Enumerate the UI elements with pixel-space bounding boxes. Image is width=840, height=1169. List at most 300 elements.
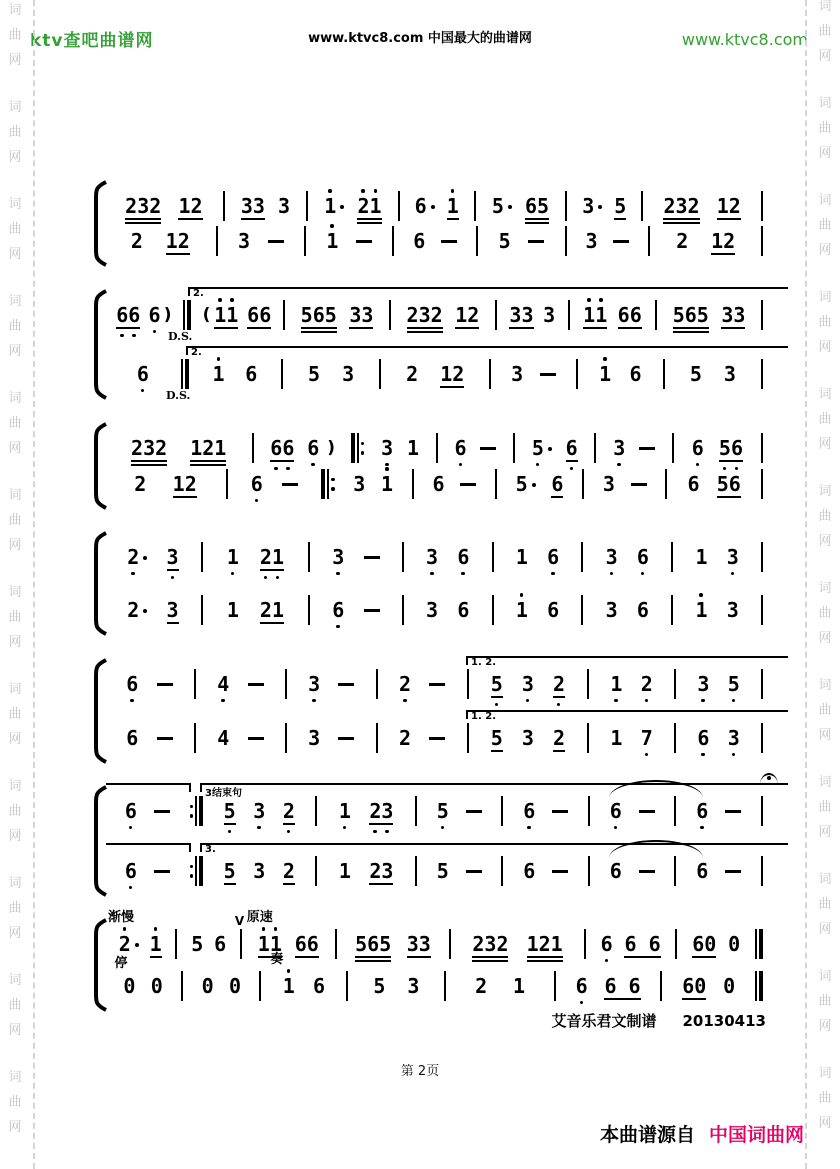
- underline: [583, 327, 607, 329]
- digit: 2: [369, 859, 382, 883]
- digit: 2: [125, 194, 138, 218]
- note: [599, 364, 611, 384]
- note: [369, 801, 393, 821]
- digit: 3: [381, 801, 393, 821]
- note: [630, 364, 642, 384]
- volta-end-bracket: [106, 783, 191, 792]
- underline: [682, 998, 706, 1000]
- watermark-char: 网: [8, 1023, 22, 1038]
- bar-stroke: [495, 300, 497, 330]
- measure: [194, 298, 280, 332]
- digit: 1: [515, 545, 528, 569]
- measure: [587, 467, 662, 501]
- octave-dot-below: [130, 699, 134, 703]
- system-7: [108, 910, 766, 1020]
- digit: 6: [692, 438, 704, 458]
- barline-|: [492, 298, 500, 332]
- digit: 3: [381, 438, 393, 458]
- source-site-link[interactable]: 中国词曲网: [709, 1124, 805, 1146]
- digit: 1: [455, 303, 468, 327]
- bar-stroke: [655, 300, 657, 330]
- fermata-icon: [760, 773, 778, 785]
- digit: 6: [128, 305, 140, 325]
- barline-|: [573, 357, 581, 391]
- digit: 2: [184, 472, 197, 496]
- underline: [355, 956, 391, 958]
- watermark-char: 曲: [818, 606, 832, 621]
- note: [613, 438, 625, 458]
- barline-|: [278, 357, 286, 391]
- note: [509, 305, 533, 325]
- barline-||:: [318, 467, 338, 501]
- note: [447, 196, 459, 216]
- bar-stroke: [285, 723, 287, 753]
- digit: 6: [149, 305, 161, 325]
- note: [637, 600, 649, 620]
- note: [432, 474, 444, 494]
- barline-|: [668, 593, 676, 627]
- bar-stroke: [467, 669, 469, 699]
- underline: [551, 496, 563, 498]
- octave-dot-below: [527, 826, 531, 830]
- digit: 6: [245, 362, 258, 386]
- bar-stroke: [389, 300, 391, 330]
- digit: 1: [258, 934, 270, 954]
- watermark-char: 词: [8, 682, 22, 697]
- watermark-char: 词: [818, 1066, 832, 1081]
- measure: [479, 189, 562, 223]
- note: [253, 801, 265, 821]
- digit: 3: [675, 194, 688, 218]
- digit: 1: [226, 305, 238, 325]
- bar-stroke: [308, 595, 310, 625]
- bar-stroke: [226, 469, 228, 499]
- digit: 6: [137, 364, 149, 384]
- system-3: [108, 418, 766, 518]
- measure: [403, 189, 471, 223]
- note: [283, 861, 295, 881]
- augmentation-dot: [508, 205, 512, 209]
- digit: 0: [229, 974, 242, 998]
- bar-stroke: [674, 796, 676, 826]
- bar-stroke: [195, 796, 197, 826]
- barline-|: [301, 224, 309, 258]
- barline-|: [412, 854, 420, 888]
- measure: [407, 540, 489, 574]
- note: [723, 976, 735, 996]
- underline: [527, 960, 563, 962]
- octave-dot-below: [614, 699, 618, 703]
- measure: [670, 467, 758, 501]
- digit: 3: [137, 194, 150, 218]
- octave-dot-above: [451, 189, 455, 193]
- site-url-right[interactable]: www.ktvc8.com: [681, 30, 808, 49]
- digit: 6: [523, 859, 536, 883]
- bar-stroke: [181, 971, 183, 1001]
- note: [472, 934, 508, 954]
- measure: [381, 667, 464, 701]
- underline: [283, 883, 295, 885]
- bar-stroke: [587, 723, 589, 753]
- measure: [108, 593, 198, 627]
- measure: [397, 224, 473, 258]
- digit: 3: [381, 859, 394, 883]
- watermark-char: 曲: [8, 901, 22, 916]
- digit: 6: [547, 547, 559, 567]
- digit: 2: [260, 547, 272, 567]
- measure: [573, 298, 652, 332]
- digit: 1: [370, 196, 382, 216]
- underline: [472, 960, 508, 962]
- digit: 2: [127, 547, 139, 567]
- digit: 2: [130, 229, 143, 253]
- note: [728, 934, 740, 954]
- dash-note: [639, 447, 655, 450]
- digit: 6: [728, 472, 741, 496]
- note: [717, 196, 741, 216]
- measure: [180, 927, 236, 961]
- bar-stroke: [185, 359, 189, 389]
- underline: [131, 460, 167, 462]
- note: [131, 438, 167, 458]
- octave-dot-below: [287, 830, 291, 834]
- watermark-char: 词: [8, 779, 22, 794]
- barline-|: [249, 431, 257, 465]
- dash-note: [466, 870, 482, 873]
- volta-label: 1. 2.: [471, 711, 496, 722]
- underline: [355, 960, 391, 962]
- note: [224, 801, 236, 821]
- note: [727, 600, 739, 620]
- digit: 5: [515, 472, 528, 496]
- bar-stroke: [761, 542, 763, 572]
- measure: [206, 540, 305, 574]
- digit: 3: [353, 472, 366, 496]
- digit: 5: [308, 362, 321, 386]
- measure: [290, 667, 373, 701]
- ds-marking: D.S.: [166, 389, 191, 402]
- note: [407, 438, 419, 458]
- digit: 0: [704, 932, 717, 956]
- underline: [663, 218, 699, 220]
- digit: 1: [172, 472, 185, 496]
- octave-dot-below: [257, 826, 261, 830]
- parenthesis: ): [163, 304, 172, 325]
- underline: [150, 956, 162, 958]
- note: [127, 600, 147, 620]
- watermark-char: 词: [818, 872, 832, 887]
- digit: 6: [624, 932, 637, 956]
- measure: [206, 854, 312, 888]
- note: [426, 547, 438, 567]
- digit: 3: [521, 726, 534, 750]
- dash-note: [429, 737, 445, 740]
- system-bracket: [90, 785, 108, 897]
- digit: 3: [332, 547, 344, 567]
- barline-|: [473, 224, 481, 258]
- octave-dot-above: [328, 189, 332, 193]
- digit: 6: [637, 547, 649, 567]
- digit: 6: [432, 472, 445, 496]
- bar-stroke: [761, 796, 763, 826]
- note: [614, 196, 626, 216]
- digit: 3: [238, 229, 251, 253]
- dash-note: [356, 240, 372, 243]
- measure: [108, 189, 220, 223]
- note: [475, 976, 487, 996]
- bar-stroke: [674, 669, 676, 699]
- bar-stroke: [501, 796, 503, 826]
- bar-stroke: [392, 226, 394, 256]
- bar-stroke: [761, 856, 763, 886]
- measure: [313, 593, 399, 627]
- barline-|: [305, 540, 313, 574]
- digit: 3: [143, 436, 156, 460]
- note: [440, 364, 464, 384]
- watermark-char: 曲: [818, 994, 832, 1009]
- digit: 1: [227, 547, 239, 567]
- note: [576, 976, 588, 996]
- repeat-dots: [331, 469, 335, 499]
- measure: [420, 794, 499, 828]
- bar-stroke: [308, 542, 310, 572]
- dash-note: [157, 683, 173, 686]
- digit: 1: [339, 801, 351, 821]
- note: [547, 547, 559, 567]
- digit: 2: [131, 436, 144, 460]
- digit: 6: [525, 194, 538, 218]
- note: [224, 861, 236, 881]
- bar-stroke: [588, 796, 590, 826]
- octave-dot-below: [403, 699, 407, 703]
- measure: [108, 540, 198, 574]
- bar-stroke: [581, 595, 583, 625]
- note: [553, 674, 565, 694]
- digit: 6: [414, 194, 427, 218]
- barline-|: [758, 431, 766, 465]
- digit: 1: [214, 436, 227, 460]
- underline: [721, 327, 745, 329]
- note: [516, 600, 528, 620]
- volta-label: 2.: [193, 288, 204, 299]
- bar-stroke: [187, 300, 191, 330]
- underline: [167, 622, 179, 624]
- barline-|: [237, 927, 245, 961]
- bar-stroke: [588, 856, 590, 886]
- measure: [311, 189, 394, 223]
- digit: 5: [355, 932, 368, 956]
- digit: [616, 976, 628, 996]
- digit: 6: [214, 932, 227, 956]
- dash-note: [528, 240, 544, 243]
- measure: [497, 540, 579, 574]
- measure: [441, 431, 510, 465]
- digit: 1: [406, 436, 419, 460]
- digit: 1: [381, 474, 393, 494]
- underline: [553, 750, 565, 752]
- measure: [481, 224, 561, 258]
- note: [339, 801, 351, 821]
- dot: [190, 865, 194, 869]
- barline-|: [489, 593, 497, 627]
- barline-|: [498, 854, 506, 888]
- watermark-char: 曲: [8, 998, 22, 1013]
- measure: [108, 467, 223, 501]
- underline: [167, 569, 179, 571]
- watermark-char: 网: [818, 146, 832, 161]
- note: [149, 305, 161, 325]
- note: [119, 934, 139, 954]
- octave-dot-above: [520, 593, 524, 597]
- barline-|: [562, 224, 570, 258]
- note: [692, 934, 716, 954]
- repeat-dots: [361, 433, 365, 463]
- digit: 2: [552, 726, 565, 750]
- note: [711, 231, 735, 251]
- barline-|: [668, 540, 676, 574]
- bar-stroke: [449, 929, 451, 959]
- digit: 1: [610, 726, 623, 750]
- digit: 3: [727, 547, 739, 567]
- accompaniment-staff: [108, 357, 766, 391]
- note: [190, 438, 226, 458]
- octave-dot-below: [701, 753, 705, 757]
- digit: 2: [687, 194, 700, 218]
- barline-|: [178, 969, 186, 1003]
- bar-stroke: [199, 856, 203, 886]
- note: [492, 196, 512, 216]
- barline-|: [303, 189, 311, 223]
- digit: 2: [127, 598, 140, 622]
- measure: [108, 854, 187, 888]
- digit: 2: [467, 303, 480, 327]
- note: [178, 196, 202, 216]
- digit: 3: [253, 801, 265, 821]
- digit: 1: [550, 932, 563, 956]
- dash-note: [338, 737, 354, 740]
- measure: [257, 431, 348, 465]
- underline: [178, 218, 202, 220]
- parenthesis: ): [327, 437, 335, 458]
- measure: [199, 667, 282, 701]
- bar-stroke: [346, 971, 348, 1001]
- note: [406, 364, 418, 384]
- barline-|: [433, 431, 441, 465]
- note: [455, 438, 467, 458]
- bar-stroke: [259, 971, 261, 1001]
- bar-stroke: [492, 595, 494, 625]
- note: [295, 934, 319, 954]
- watermark-char: 网: [818, 49, 832, 64]
- note: [727, 547, 739, 567]
- digit: 2: [538, 932, 551, 956]
- underline: [407, 956, 431, 958]
- barline-|: [662, 467, 670, 501]
- octave-dot-below: [536, 463, 540, 467]
- watermark-char: 词: [8, 294, 22, 309]
- barline-|: [412, 794, 420, 828]
- bar-stroke: [181, 359, 183, 389]
- digit: 1: [178, 194, 191, 218]
- dot: [331, 487, 335, 491]
- digit: 2: [553, 674, 565, 694]
- digit: 6: [629, 362, 642, 386]
- barline-|: [373, 721, 381, 755]
- barline-|: [464, 721, 472, 755]
- underline: [717, 496, 741, 498]
- digit: 3: [543, 303, 556, 327]
- digit: 6: [687, 472, 700, 496]
- digit: 1: [695, 600, 707, 620]
- note: [697, 728, 709, 748]
- measure: [449, 969, 550, 1003]
- measure: [384, 357, 486, 391]
- watermark-char: 网: [8, 441, 22, 456]
- watermark-char: 曲: [818, 315, 832, 330]
- watermark-char: 词: [818, 581, 832, 596]
- barline-|: [578, 540, 586, 574]
- site-name-left[interactable]: ktv查吧曲谱网: [30, 31, 154, 51]
- digit: 1: [326, 231, 338, 251]
- note: [125, 196, 161, 216]
- note: [426, 600, 438, 620]
- digit: 3: [606, 547, 618, 567]
- system-bracket: [90, 289, 108, 400]
- augmentation-dot: [135, 943, 139, 947]
- measure: [320, 794, 411, 828]
- underline: [440, 386, 464, 388]
- octave-dot-above: [330, 224, 334, 228]
- measure: [417, 467, 492, 501]
- note: [688, 474, 700, 494]
- octave-dot-below: [526, 699, 530, 703]
- digit: 2: [399, 674, 411, 694]
- barline-|: [332, 927, 340, 961]
- bar-stroke: [495, 469, 497, 499]
- digit: 2: [259, 598, 272, 622]
- bar-stroke: [761, 359, 763, 389]
- note: [437, 801, 449, 821]
- augmentation-dot: [548, 447, 552, 451]
- watermark-char: 曲: [818, 1091, 832, 1106]
- note: [260, 547, 284, 567]
- barline-|: [758, 667, 766, 701]
- note: [278, 196, 290, 216]
- bar-stroke: [335, 929, 337, 959]
- octave-dot-above: [274, 927, 278, 931]
- barline-|: [671, 721, 679, 755]
- note: [212, 364, 224, 384]
- dash-note: [552, 870, 568, 873]
- accompaniment-staff: [108, 969, 766, 1003]
- volta-label: 2.: [191, 347, 202, 358]
- note: [308, 728, 320, 748]
- bar-stroke: [641, 191, 643, 221]
- barline-|: [282, 667, 290, 701]
- note: [663, 196, 699, 216]
- barline-|: [399, 593, 407, 627]
- digit: 6: [604, 974, 617, 998]
- measure: [108, 969, 178, 1003]
- watermark-char: 词: [8, 973, 22, 988]
- watermark-char: 词: [818, 387, 832, 402]
- digit: 1: [695, 545, 708, 569]
- octave-dot-below: [171, 576, 175, 580]
- digit: 6: [307, 438, 319, 458]
- note: [690, 364, 702, 384]
- digit: 3: [278, 194, 291, 218]
- barline-:||: [187, 794, 207, 828]
